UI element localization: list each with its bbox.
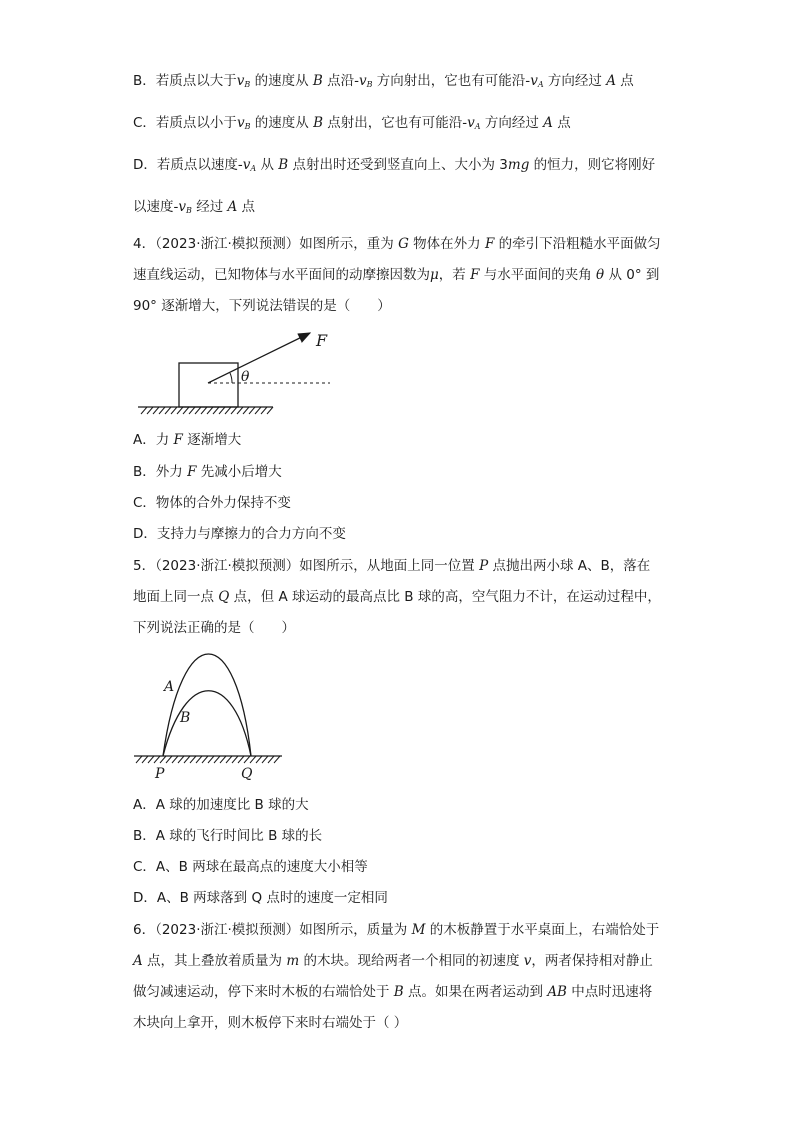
force-arrow (208, 333, 310, 383)
q4-stem-line-3: 90° 逐渐增大，下列说法错误的是（ ） (133, 298, 391, 314)
q4-block-force-diagram (135, 330, 335, 420)
q5-option-c[interactable]: C．A、B 两球在最高点的速度大小相等 (133, 859, 368, 875)
q6-stem-line-3: 做匀减速运动，停下来时木板的右端恰处于 B 点。如果在两者运动到 AB 中点时迅速将 (133, 984, 653, 1000)
q5-option-a[interactable]: A．A 球的加速度比 B 球的大 (133, 797, 309, 813)
q5-stem-line-2: 地面上同一点 Q 点，但 A 球运动的最高点比 B 球的高，空气阻力不计，在运动过程中， (133, 589, 661, 605)
q4-option-c[interactable]: C．物体的合外力保持不变 (133, 495, 291, 511)
trajectory-a (163, 654, 251, 756)
q5-option-b[interactable]: B．A 球的飞行时间比 B 球的长 (133, 828, 323, 844)
label-p: P (155, 766, 165, 782)
label-q: Q (241, 766, 253, 782)
q5-projectile-trajectory-diagram (130, 642, 290, 782)
q3-option-d-continued: 以速度$-v_B$ 经过 A 点 (133, 199, 256, 215)
q5-stem-line-3: 下列说法正确的是（ ） (133, 620, 295, 636)
q4-stem-line-1: 4．（2023·浙江·模拟预测）如图所示，重为 G 物体在外力 F 的牵引下沿粗糙水平面做匀 (133, 236, 661, 252)
q5-option-d[interactable]: D．A、B 两球落到 Q 点时的速度一定相同 (133, 890, 388, 906)
q4-option-a[interactable]: A．力 F 逐渐增大 (133, 432, 242, 448)
label-b: B (180, 710, 191, 726)
label-a: A (164, 679, 175, 695)
q6-stem-line-1: 6．（2023·浙江·模拟预测）如图所示，质量为 M 的木板静置于水平桌面上，右端恰处于 (133, 922, 660, 938)
angle-arc (230, 373, 232, 383)
q6-stem-line-4: 木块向上拿开，则木板停下来时右端处于（ ） (133, 1015, 408, 1031)
ground-hatch (141, 407, 273, 414)
q4-option-d[interactable]: D．支持力与摩擦力的合力方向不变 (133, 526, 346, 542)
angle-label: θ (241, 369, 250, 385)
q3-option-c[interactable]: C．若质点以小于$v_B$ 的速度从 B 点射出，它也有可能沿$-v_A$ 方向经过 A 点 (133, 115, 571, 131)
block (179, 363, 238, 407)
q3-option-d[interactable]: D．若质点以速度$-v_A$ 从 B 点射出时还受到竖直向上、大小为 3mg 的恒力，则它将刚好 (133, 157, 656, 173)
trajectory-b (163, 691, 251, 756)
ground-hatch (136, 756, 280, 763)
q4-stem-line-2: 速直线运动，已知物体与水平面间的动摩擦因数为μ，若 F 与水平面间的夹角 θ 从 0° 到 (133, 267, 660, 283)
q6-stem-line-2: A 点，其上叠放着质量为 m 的木块。现给两者一个相同的初速度 v，两者保持相对静止 (133, 953, 653, 969)
force-label: F (316, 331, 328, 350)
q5-stem-line-1: 5．（2023·浙江·模拟预测）如图所示，从地面上同一位置 P 点抛出两小球 A、B，落在 (133, 558, 651, 574)
q4-option-b[interactable]: B．外力 F 先减小后增大 (133, 464, 282, 480)
q3-option-b[interactable]: B．若质点以大于$v_B$ 的速度从 B 点沿$-v_B$ 方向射出，它也有可能沿$-v_A$ 方向经过 A 点 (133, 73, 634, 89)
